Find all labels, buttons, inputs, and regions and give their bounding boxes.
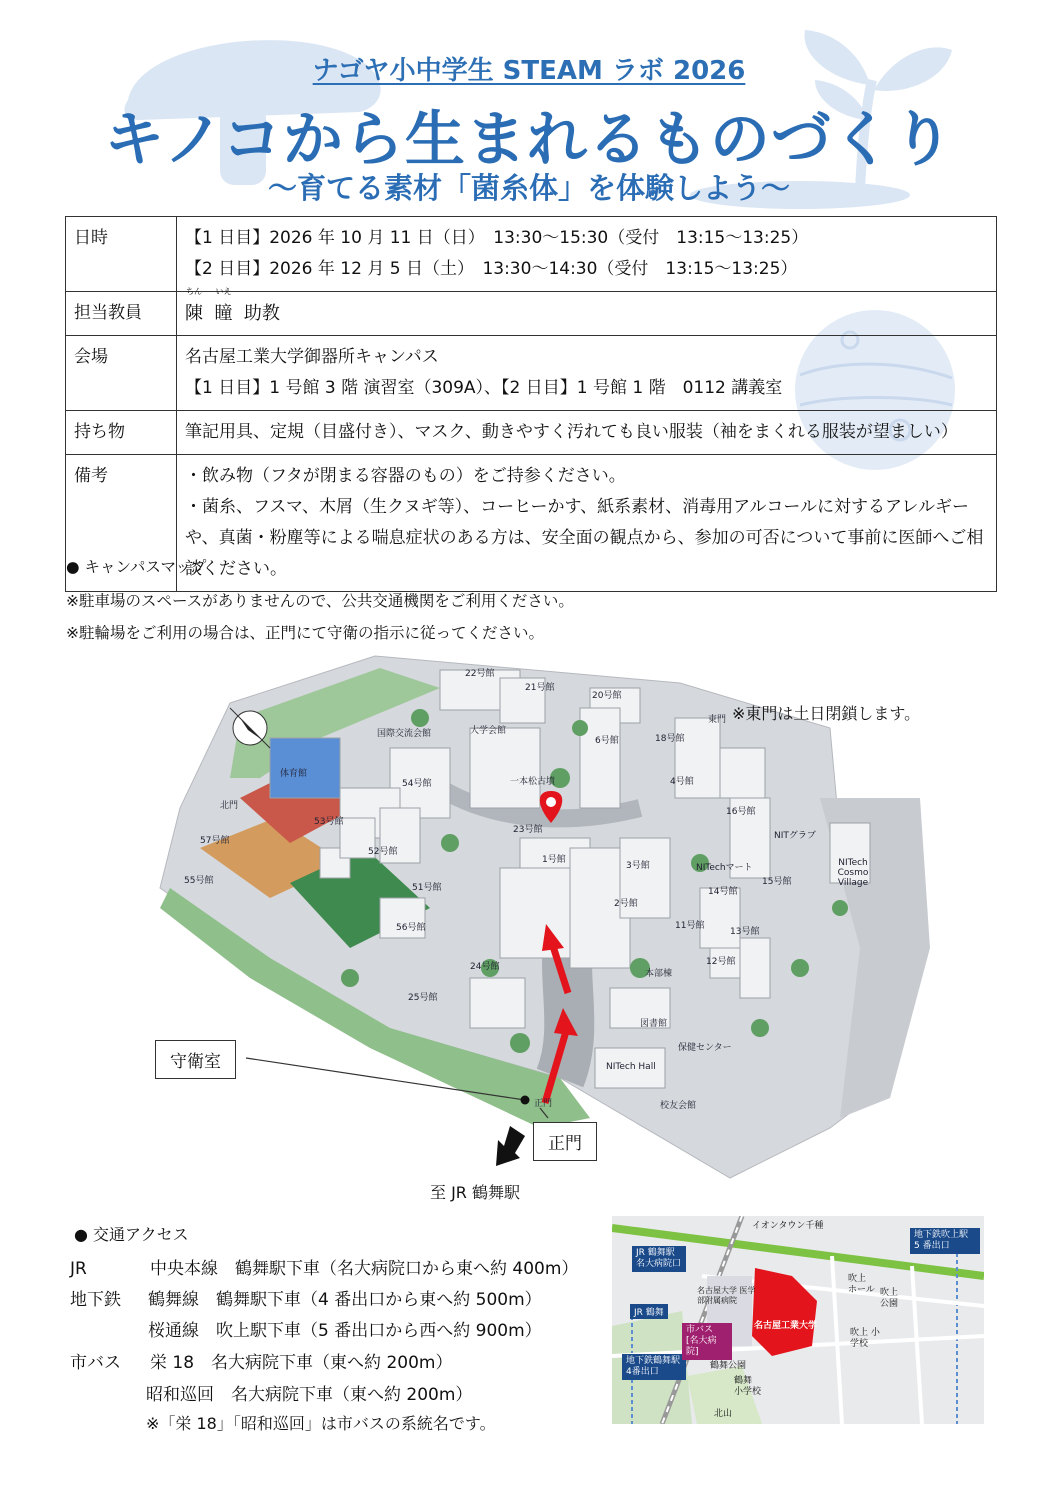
map-label: 図書館 bbox=[640, 1019, 668, 1029]
label-venue: 会場 bbox=[66, 336, 177, 411]
ruby-1: ちん bbox=[186, 287, 202, 296]
map-label: 57号館 bbox=[200, 836, 230, 846]
label-datetime: 日時 bbox=[66, 217, 177, 292]
name-2: 瞳 bbox=[214, 303, 233, 324]
map-label: 18号館 bbox=[655, 734, 685, 744]
row-teacher bbox=[66, 292, 997, 336]
value-datetime bbox=[177, 217, 997, 292]
remark-2: ・菌糸、フスマ、木屑（生クヌギ等）、コーヒーかす、紙系素材、消毒用アルコールに対するアレルギーや、真菌・粉塵等による喘息症状のある方は、安全面の観点から、参加の可否について事前に医師へご相談ください。 bbox=[185, 497, 984, 579]
map-label: NITech Cosmo Village bbox=[837, 858, 869, 888]
map-label: 11号館 bbox=[675, 921, 705, 931]
map-label: 本部棟 bbox=[645, 969, 673, 979]
map-label: 東門 bbox=[708, 715, 727, 725]
row-datetime bbox=[66, 217, 997, 292]
page-subtitle: 〜育てる素材「菌糸体」を体験しよう〜 bbox=[267, 171, 790, 205]
aeon-label: イオンタウン千種 bbox=[752, 1221, 824, 1231]
teacher-title: 助教 bbox=[243, 303, 280, 324]
ruby-2: いえ bbox=[215, 287, 232, 296]
map-label: 北門 bbox=[220, 801, 239, 811]
map-label: 22号館 bbox=[465, 669, 495, 679]
map-label: NITech Hall bbox=[606, 1062, 656, 1072]
access-jr bbox=[70, 1254, 578, 1279]
teacher-name-1 bbox=[185, 287, 203, 329]
map-label: 52号館 bbox=[368, 847, 398, 857]
map-label: 16号館 bbox=[726, 807, 756, 817]
map-heading: ● キャンパスマップ bbox=[66, 558, 207, 576]
access-label: JR bbox=[70, 1259, 87, 1279]
tsurumai-school-label: 鶴舞 小学校 bbox=[734, 1376, 762, 1397]
map-label: 51号館 bbox=[412, 883, 442, 893]
fukiage-exit-label: 地下鉄吹上駅 5 番出口 bbox=[910, 1228, 980, 1254]
access-bus-2: 昭和巡回 名大病院下車（東へ約 200m） bbox=[146, 1385, 473, 1405]
access-label: 地下鉄 bbox=[70, 1290, 121, 1310]
map-label: 54号館 bbox=[402, 779, 432, 789]
parking-note: ※駐車場のスペースがありませんので、公共交通機関をご利用ください。 bbox=[66, 592, 574, 610]
access-subway-2: 桜通線 吹上駅下車（5 番出口から西へ約 900m） bbox=[148, 1321, 542, 1341]
guard-room-marker-icon bbox=[521, 1096, 530, 1105]
value-remarks bbox=[177, 455, 997, 592]
series-title: ナゴヤ小中学生 STEAM ラボ 2026 bbox=[312, 56, 746, 86]
map-label: 校友会館 bbox=[660, 1101, 697, 1111]
map-label: 55号館 bbox=[184, 876, 214, 886]
access-text: 中央本線 鶴舞駅下車（名大病院口から東へ約 400m） bbox=[150, 1259, 579, 1279]
to-station-label: 至 JR 鶴舞駅 bbox=[430, 1183, 521, 1202]
map-label: 15号館 bbox=[762, 877, 792, 887]
hospital-label: 名古屋大学 医学部附属病院 bbox=[697, 1286, 756, 1305]
map-label: 保健センター bbox=[678, 1043, 732, 1053]
map-label: 12号館 bbox=[706, 957, 736, 967]
main-gate-callout: 正門 bbox=[533, 1122, 597, 1161]
access-text: 栄 18 名大病院下車（東へ約 200m） bbox=[150, 1353, 453, 1373]
venue-campus: 名古屋工業大学御器所キャンパス bbox=[185, 347, 439, 367]
map-label: 1号館 bbox=[542, 855, 566, 865]
access-text: 鶴舞線 鶴舞駅下車（4 番出口から東へ約 500m） bbox=[148, 1290, 542, 1310]
value-venue bbox=[177, 336, 997, 411]
park-label: 鶴舞公園 bbox=[710, 1361, 747, 1371]
map-label: 一本松古墳 bbox=[510, 777, 556, 787]
access-bus-note: ※「栄 18」「昭和巡回」は市バスの系統名です。 bbox=[146, 1414, 496, 1433]
value-items bbox=[177, 411, 997, 455]
label-remarks: 備考 bbox=[66, 455, 177, 592]
map-label: NITグラブ bbox=[774, 831, 816, 841]
teacher-name-2 bbox=[214, 287, 233, 329]
map-label: 14号館 bbox=[708, 887, 738, 897]
map-label: 24号館 bbox=[470, 962, 500, 972]
kitayama-label: 北山 bbox=[714, 1409, 733, 1419]
map-label: 大学会館 bbox=[470, 726, 507, 736]
campus-map bbox=[140, 648, 940, 1202]
bicycle-note: ※駐輪場をご利用の場合は、正門にて守衛の指示に従ってください。 bbox=[66, 624, 544, 642]
jr-exit-label: JR 鶴舞駅 名大病院口 bbox=[632, 1246, 686, 1272]
map-label: 23号館 bbox=[513, 825, 543, 835]
guard-room-callout: 守衛室 bbox=[155, 1040, 236, 1079]
row-venue bbox=[66, 336, 997, 411]
remark-1: ・飲み物（フタが閉まる容器のもの）をご持参ください。 bbox=[185, 466, 626, 486]
map-label: 3号館 bbox=[626, 861, 650, 871]
access-heading: ● 交通アクセス bbox=[74, 1225, 189, 1244]
name-1: 陳 bbox=[185, 303, 203, 324]
value-teacher bbox=[177, 287, 997, 336]
info-table bbox=[65, 216, 997, 592]
map-label: NITechマート bbox=[696, 863, 753, 873]
items-text: 筆記用具、定規（目盛付き）、マスク、動きやすく汚れても良い服装（袖をまくれる服装が望ましい） bbox=[185, 422, 958, 442]
day1: 【1 日目】2026 年 10 月 11 日（日） 13:30〜15:30（受付 13:15〜13:25） bbox=[185, 228, 809, 248]
row-items bbox=[66, 411, 997, 455]
map-label: 21号館 bbox=[525, 683, 555, 693]
map-label: 56号館 bbox=[396, 923, 426, 933]
map-label: 20号館 bbox=[592, 691, 622, 701]
map-label: 6号館 bbox=[595, 736, 619, 746]
bus-stop-label: 市バス [名大病院] bbox=[682, 1323, 732, 1360]
page-title: キノコから生まれるものづくり bbox=[104, 105, 954, 175]
access-label: 市バス bbox=[70, 1353, 121, 1373]
label-teacher: 担当教員 bbox=[66, 292, 177, 336]
university-label: 名古屋工業大学 bbox=[754, 1321, 818, 1331]
jr-station-label: JR 鶴舞 bbox=[630, 1304, 668, 1319]
fukiage-park-label: 吹上 公園 bbox=[880, 1288, 899, 1309]
elem-school-label: 吹上 小学校 bbox=[850, 1328, 880, 1349]
map-label: 体育館 bbox=[280, 769, 308, 779]
map-label: 国際交流会館 bbox=[377, 729, 432, 739]
access-subway-1 bbox=[70, 1285, 542, 1310]
map-label: 正門 bbox=[534, 1099, 553, 1109]
map-label: 13号館 bbox=[730, 927, 760, 937]
map-label: 2号館 bbox=[614, 899, 638, 909]
venue-rooms: 【1 日目】1 号館 3 階 演習室（309A）、【2 日目】1 号館 1 階 0112 講義室 bbox=[185, 378, 783, 398]
area-map bbox=[612, 1216, 984, 1424]
label-items: 持ち物 bbox=[66, 411, 177, 455]
day2: 【2 日目】2026 年 12 月 5 日（土） 13:30〜14:30（受付 13:15〜13:25） bbox=[185, 259, 798, 279]
map-label: 25号館 bbox=[408, 993, 438, 1003]
campus-map-drawing bbox=[140, 648, 940, 1198]
fukiage-hall-label: 吹上 ホール bbox=[848, 1274, 875, 1295]
east-gate-note: ※東門は土日閉鎖します。 bbox=[732, 704, 921, 723]
direction-arrow-icon bbox=[496, 1126, 525, 1166]
map-label: 4号館 bbox=[670, 777, 694, 787]
access-bus-1 bbox=[70, 1348, 452, 1373]
map-label: 53号館 bbox=[314, 817, 344, 827]
subway-exit-label: 地下鉄鶴舞駅 4番出口 bbox=[622, 1354, 686, 1380]
